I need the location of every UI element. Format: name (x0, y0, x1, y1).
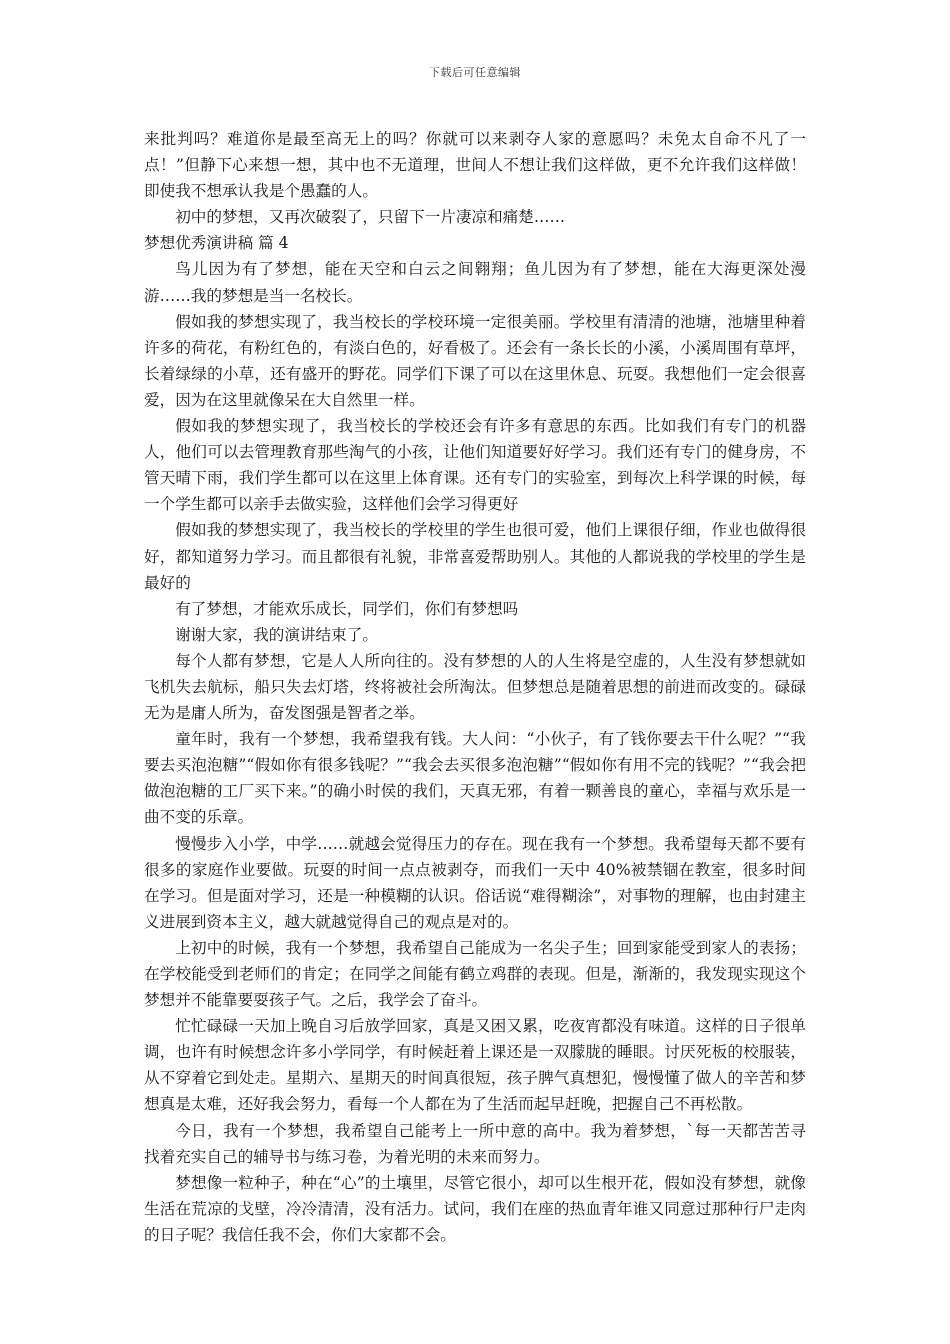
paragraph-11: 慢慢步入小学，中学……就越会觉得压力的存在。现在我有一个梦想。我希望每天都不要有很多的家庭作业要做。玩耍的时间一点点被剥夺，而我们一天中 40%被禁锢在教室，很多时间在学习。但是面对学习，还是一种模糊的认识。俗话说“难得糊涂”，对事物的理解，也由封建主义进展到资本主义，越大就越觉得自己的观点是对的。 (144, 834, 806, 931)
paragraph-9: 每个人都有梦想，它是人人所向往的。没有梦想的人的人生将是空虚的，人生没有梦想就如飞机失去航标，船只失去灯塔，终将被社会所淘汰。但梦想总是随着思想的前进而改变的。碌碌无为是庸人所为，奋发图强是智者之举。 (144, 651, 806, 723)
paragraph-4: 假如我的梦想实现了，我当校长的学校环境一定很美丽。学校里有清清的池塘，池塘里种着许多的荷花，有粉红色的，有淡白色的，好看极了。还会有一条长长的小溪，小溪周围有草坪，长着绿绿的小草，还有盛开的野花。同学们下课了可以在这里休息、玩耍。我想他们一定会很喜爱，因为在这里就像呆在大自然里一样。 (144, 312, 806, 409)
paragraph-3: 鸟儿因为有了梦想，能在天空和白云之间翱翔；鱼儿因为有了梦想，能在大海更深处漫游……我的梦想是当一名校长。 (144, 260, 806, 305)
paragraph-6: 假如我的梦想实现了，我当校长的学校里的学生也很可爱，他们上课很仔细，作业也做得很好，都知道努力学习。而且都很有礼貌，非常喜爱帮助别人。其他的人都说我的学校里的学生是最好的 (144, 521, 806, 592)
paragraph-2: 初中的梦想，又再次破裂了，只留下一片凄凉和痛楚…… (175, 208, 566, 227)
document-body (144, 126, 806, 1248)
paragraph-13: 忙忙碌碌一天加上晚自习后放学回家，真是又困又累，吃夜宵都没有味道。这样的日子很单调，也许有时候想念许多小学同学，有时候赶着上课还是一双朦胧的睡眼。讨厌死板的校服装，从不穿着它到处走。星期六、星期天的时间真很短，孩子脾气真想犯，慢慢懂了做人的辛苦和梦想真是太难，还好我会努力，看每一个人都在为了生活而起早赶晚，把握自己不再松散。 (144, 1017, 806, 1114)
paragraph-1: 来批判吗？难道你是最至高无上的吗？你就可以来剥夺人家的意愿吗？未免太自命不凡了一点！”但静下心来想一想，其中也不无道理，世间人不想让我们这样做，更不允许我们这样做！即使我不想承认我是个愚蠢的人。 (144, 130, 806, 201)
paragraph-5: 假如我的梦想实现了，我当校长的学校还会有许多有意思的东西。比如我们有专门的机器人，他们可以去管理教育那些淘气的小孩，让他们知道要好好学习。我们还有专门的健身房，不管天晴下雨，我们学生都可以在这里上体育课。还有专门的实验室，到每次上科学课的时候，每一个学生都可以亲手去做实验，这样他们会学习得更好 (144, 417, 806, 514)
section-heading: 梦想优秀演讲稿 篇 4 (144, 234, 289, 253)
paragraph-10: 童年时，我有一个梦想，我希望我有钱。大人问：“小伙子，有了钱你要去干什么呢？”“我要去买泡泡糖”“假如你有很多钱呢？”“我会去买很多泡泡糖”“假如你有用不完的钱呢？”“我会把做泡泡糖的工厂买下来。”的确小时侯的我们，天真无邪，有着一颗善良的童心，幸福与欢乐是一曲不变的乐章。 (144, 730, 806, 827)
page-header: 下载后可任意编辑 (429, 66, 521, 79)
paragraph-15: 梦想像一粒种子，种在“心”的土壤里，尽管它很小，却可以生根开花，假如没有梦想，就像生活在荒凉的戈壁，冷冷清清，没有活力。试问，我们在座的热血青年谁又同意过那种行尸走肉的日子呢？我信任我不会，你们大家都不会。 (144, 1173, 806, 1244)
paragraph-8: 谢谢大家，我的演讲结束了。 (175, 625, 378, 644)
paragraph-12: 上初中的时候，我有一个梦想，我希望自己能成为一名尖子生；回到家能受到家人的表扬；在学校能受到老师们的肯定；在同学之间能有鹤立鸡群的表现。但是，渐渐的，我发现实现这个梦想并不能靠要耍孩子气。之后，我学会了奋斗。 (144, 938, 806, 1010)
paragraph-14: 今日，我有一个梦想，我希望自己能考上一所中意的高中。我为着梦想，`每一天都苦苦寻找着充实自己的辅导书与练习卷，为着光明的未来而努力。 (144, 1121, 806, 1166)
paragraph-7: 有了梦想，才能欢乐成长，同学们，你们有梦想吗 (175, 599, 519, 618)
